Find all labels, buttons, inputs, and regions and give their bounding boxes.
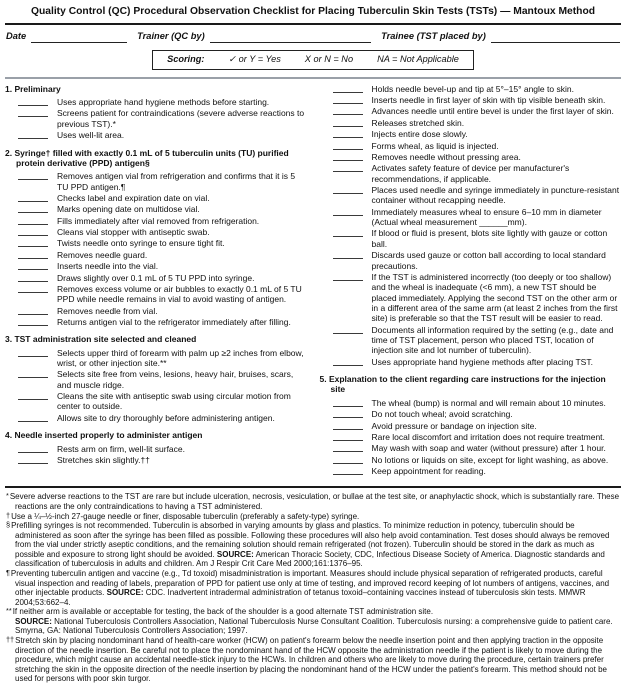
score-blank[interactable] <box>333 421 363 430</box>
source-text: National Tuberculosis Controllers Association, National Tuberculosis Nurse Consultant Coalition. Tuberculosis nursing: a comprehensive guide to patient care. Smyrna, GA: National Tuberculosis Controllers Association; 1997. <box>15 616 613 636</box>
source-text: American Thoracic Society, CDC, Infectious Disease Society of America. Diagnostic standards and classification of tuberculosis in adults and children. Am J Respir Crit Care Med 2000;161:1376–95. <box>15 549 605 569</box>
score-blank[interactable] <box>18 261 48 270</box>
date-blank[interactable] <box>31 31 127 43</box>
checklist-item <box>5 227 307 237</box>
checklist-item <box>320 84 622 94</box>
footnote-text: Prefilling syringes is not recommended. Tuberculin is absorbed in varying amounts by glass and plastics. To minimize reduction in potency, tuberculin should be administered as soon after the syringe has been filled as possible. Following these procedures will also help avoid contamination. Test doses should always be removed from the vial under strictly aseptic conditions, and the remaining solution should remain refrigerated (not frozen). Tuberculin should be stored in the dark as much as possible and exposure to strong light should be avoided. <box>11 521 610 559</box>
score-blank[interactable] <box>333 455 363 464</box>
checklist-item <box>320 141 622 151</box>
checklist-item-text: If the TST is administered incorrectly (too deeply or too shallow) and the wheal is inadequate (<6 mm), a new TST should be placed immediately. Applying the second TST on the other arm or in a different area of the same arm (at least 2 inches from the first site) is preferable so that the TST result will be easier to read. <box>371 271 618 324</box>
checklist-item-text: Activates safety feature of device per manufacturer's recommendations, if applicable. <box>371 163 570 184</box>
score-blank[interactable] <box>333 409 363 418</box>
checklist-item <box>5 369 307 390</box>
checklist-item-text: Removes excess volume or air bubbles to exactly 0.1 mL of 5 TU PPD while needle remains in vial to avoid wasting of antigen. <box>57 283 302 305</box>
section-heading: 1. Preliminary <box>5 83 61 94</box>
score-blank[interactable] <box>333 118 363 127</box>
checklist-item <box>5 348 307 369</box>
checklist-item <box>5 391 307 412</box>
footnote-text: Preventing tuberculin antigen and vaccine (e.g., Td toxoid) misadministration is important. Measures should include physical separation of refrigerated products, careful visual inspection and reading of labels, preparation of PPD for patient use only at time of testing, and improved record keeping of lot numbers of antigens, vaccines, and other injectable products. <box>10 568 610 598</box>
checklist-item <box>5 261 307 271</box>
score-blank[interactable] <box>18 238 48 247</box>
checklist-item-text: Marks opening date on multidose vial. <box>57 204 200 215</box>
checklist-item <box>5 130 307 140</box>
footnote-marker: † <box>6 510 11 520</box>
footnote-marker: ** <box>6 606 12 616</box>
footnote-marker: ¶ <box>6 567 10 577</box>
checklist-item-text: Advances needle until entire bevel is under the first layer of skin. <box>371 106 614 117</box>
checklist-item-text: Documents all information required by the setting (e.g., date and time of TST placement, person who placed TST, location of injection site and lot number of tuberculin). <box>371 324 614 356</box>
score-blank[interactable] <box>18 391 48 400</box>
score-blank[interactable] <box>18 273 48 282</box>
section-preliminary <box>5 84 307 141</box>
checklist-item-text: Selects site free from veins, lesions, heavy hair, bruises, scars, and muscle ridge. <box>57 369 294 390</box>
footnote-asterisk <box>6 492 620 511</box>
section-needle-insertion <box>5 430 307 465</box>
score-blank[interactable] <box>18 108 48 117</box>
score-blank[interactable] <box>333 398 363 407</box>
checklist-item <box>320 185 622 206</box>
score-blank[interactable] <box>333 432 363 441</box>
score-blank[interactable] <box>18 306 48 315</box>
header-fields-row <box>5 25 621 44</box>
source-label: SOURCE: <box>15 616 52 626</box>
checklist-item <box>5 108 307 129</box>
checklist-item <box>5 317 307 327</box>
score-blank[interactable] <box>18 227 48 236</box>
checklist-item-text: Discards used gauze or cotton ball according to local standard precautions. <box>371 250 606 271</box>
checklist-item-text: Selects upper third of forearm with palm up ≥2 inches from elbow, wrist, or other injection site.** <box>57 347 304 369</box>
checklist-item-text: Removes needle guard. <box>57 249 148 260</box>
checklist-item-text: Inserts needle in first layer of skin with tip visible beneath skin. <box>371 95 606 106</box>
footnote-marker: * <box>6 491 9 501</box>
source-text: CDC. Inadvertent intradermal administration of tetanus toxoid–containing vaccines instead of tuberculosis skin tests. MMWR 2004;53:662–4. <box>15 588 586 607</box>
checklist-item-text: Removes needle without pressing area. <box>371 151 521 162</box>
score-blank[interactable] <box>333 207 363 216</box>
checklist-item <box>320 163 622 184</box>
score-blank[interactable] <box>333 84 363 93</box>
score-blank[interactable] <box>18 216 48 225</box>
checklist-item-text: Do not touch wheal; avoid scratching. <box>371 409 513 420</box>
score-blank[interactable] <box>333 95 363 104</box>
checklist-item-text: Cleans vial stopper with antiseptic swab. <box>57 227 210 238</box>
score-blank[interactable] <box>333 228 363 237</box>
checklist-item <box>5 204 307 214</box>
checklist-item <box>5 455 307 465</box>
score-blank[interactable] <box>333 185 363 194</box>
trainer-blank[interactable] <box>210 31 371 43</box>
date-label: Date <box>6 31 27 42</box>
score-blank[interactable] <box>18 171 48 180</box>
footnotes <box>5 488 621 683</box>
score-blank[interactable] <box>333 106 363 115</box>
checklist-item <box>320 432 622 442</box>
checklist-item-text: No lotions or liquids on site, except for light washing, as above. <box>371 454 609 465</box>
checklist-item-text: Immediately measures wheal to ensure 6–10 mm in diameter (Actual wheal measurement ______mm). <box>371 206 602 228</box>
checklist-item <box>320 409 622 419</box>
checklist-column-left <box>5 84 307 484</box>
checklist-item-text: Fills immediately after vial removed from refrigeration. <box>57 215 260 226</box>
checklist-item <box>5 250 307 260</box>
checklist-item-text: Uses appropriate hand hygiene methods after placing TST. <box>371 356 593 367</box>
score-blank[interactable] <box>18 348 48 357</box>
checklist-item <box>320 325 622 356</box>
checklist-item <box>320 443 622 453</box>
checklist-item-text: Keep appointment for reading. <box>371 465 486 476</box>
footnote-marker: †† <box>6 634 15 644</box>
checklist-item-text: Returns antigen vial to the refrigerator immediately after filling. <box>57 316 291 327</box>
checklist-item-text: Draws slightly over 0.1 mL of 5 TU PPD into syringe. <box>57 272 255 283</box>
checklist-item-text: If blood or fluid is present, blots site lightly with gauze or cotton ball. <box>371 228 608 249</box>
footnote-marker: § <box>6 520 11 530</box>
checklist-item <box>320 152 622 162</box>
checklist-item-text: Forms wheal, as liquid is injected. <box>371 140 499 151</box>
score-blank[interactable] <box>333 443 363 452</box>
checklist-item <box>5 216 307 226</box>
checklist-item <box>320 95 622 105</box>
footnote-text: If neither arm is available or acceptable for testing, the back of the shoulder is a good alternate TST administration site. <box>12 607 434 617</box>
footnote-double-asterisk <box>6 607 620 636</box>
checklist-item-text: Releases stretched skin. <box>371 117 465 128</box>
score-blank[interactable] <box>18 413 48 422</box>
checklist-item <box>5 273 307 283</box>
scoring-label: Scoring: <box>167 53 205 64</box>
checklist-item <box>320 228 622 249</box>
checklist-item-text: Injects entire dose slowly. <box>371 129 468 140</box>
section-heading: 3. TST administration site selected and cleaned <box>5 334 197 345</box>
score-blank[interactable] <box>333 129 363 138</box>
checklist-item-text: Places used needle and syringe immediately in puncture-resistant container without recapping needle. <box>371 185 620 206</box>
section-heading: 5. Explanation to the client regarding care instructions for the injection site <box>319 374 606 395</box>
checklist-item-text: Screens patient for contraindications (severe adverse reactions to previous TST).* <box>57 108 305 129</box>
score-blank[interactable] <box>18 204 48 213</box>
trainer-label: Trainer (QC by) <box>137 31 205 42</box>
section-heading: 4. Needle inserted properly to administer antigen <box>5 430 203 441</box>
checklist-item-text: Uses well-lit area. <box>57 130 125 141</box>
checklist-item <box>320 421 622 431</box>
source-label: SOURCE: <box>216 549 254 559</box>
checklist-item <box>5 97 307 107</box>
score-blank[interactable] <box>18 130 48 139</box>
page-title: Quality Control (QC) Procedural Observation Checklist for Placing Tuberculin Skin Tests (TSTs) — Mantoux Method <box>30 6 596 17</box>
footnote-text: Severe adverse reactions to the TST are rare but include ulceration, necrosis, vesiculation, or bullae at the test site, or anaphylactic shock, which is substantially rare. These reactions are the only contraindications to having a TST administered. <box>9 492 620 512</box>
checklist-item <box>5 171 307 192</box>
checklist-item-text: Rare local discomfort and irritation does not require treatment. <box>371 431 605 442</box>
checklist-item-text: Allows site to dry thoroughly before administering antigen. <box>57 412 275 423</box>
checklist-item-text: Avoid pressure or bandage on injection site. <box>371 420 537 431</box>
score-blank[interactable] <box>333 163 363 172</box>
checklist-item <box>320 118 622 128</box>
score-blank[interactable] <box>18 455 48 464</box>
trainee-blank[interactable] <box>491 31 620 43</box>
checklist-item <box>5 284 307 305</box>
checklist-item <box>320 207 622 228</box>
checklist-item <box>5 306 307 316</box>
section-site-selection <box>5 334 307 423</box>
checklist-item <box>320 129 622 139</box>
score-blank[interactable] <box>18 369 48 378</box>
score-blank[interactable] <box>333 152 363 161</box>
checklist-item-text: Twists needle onto syringe to ensure tight fit. <box>57 238 225 249</box>
checklist-item <box>320 466 622 476</box>
checklist-item <box>5 444 307 454</box>
scoring-option-na: NA = Not Applicable <box>377 53 459 64</box>
section-client-explanation <box>320 374 622 476</box>
checklist-item <box>5 193 307 203</box>
footnote-text: Use a ¼–½-inch 27-gauge needle or finer, disposable tuberculin (preferably a safety-type) syringe. <box>11 511 360 521</box>
section-syringe <box>5 148 307 328</box>
checklist-item-text: May wash with soap and water (without pressure) after 1 hour. <box>371 443 606 454</box>
footnote-dagger <box>6 512 620 522</box>
trainee-label: Trainee (TST placed by) <box>381 31 486 42</box>
section-needle-insertion-continued <box>320 84 622 367</box>
score-blank[interactable] <box>333 272 363 281</box>
score-blank[interactable] <box>333 357 363 366</box>
checklist <box>5 79 621 484</box>
source-label: SOURCE: <box>106 588 144 598</box>
checklist-item-text: Stretches skin slightly.†† <box>57 454 150 465</box>
checklist-item <box>320 250 622 271</box>
score-blank[interactable] <box>18 250 48 259</box>
footnote-double-dagger <box>6 636 620 684</box>
checklist-item <box>320 398 622 408</box>
score-blank[interactable] <box>333 466 363 475</box>
score-blank[interactable] <box>18 97 48 106</box>
checklist-item-text: The wheal (bump) is normal and will remain about 10 minutes. <box>371 397 606 408</box>
score-blank[interactable] <box>18 317 48 326</box>
score-blank[interactable] <box>18 284 48 293</box>
checklist-item-text: Cleans the site with antiseptic swab using circular motion from center to outside. <box>57 391 291 412</box>
checklist-item <box>320 357 622 367</box>
checklist-column-right <box>320 84 622 484</box>
checklist-item-text: Uses appropriate hand hygiene methods before starting. <box>57 97 270 108</box>
scoring-box <box>152 50 474 70</box>
checklist-item <box>320 272 622 324</box>
checklist-item-text: Removes needle from vial. <box>57 305 158 316</box>
score-blank[interactable] <box>18 193 48 202</box>
checklist-item-text: Rests arm on firm, well-lit surface. <box>57 443 185 454</box>
checklist-item <box>5 238 307 248</box>
checklist-item-text: Checks label and expiration date on vial. <box>57 193 210 203</box>
checklist-item-text: Inserts needle into the vial. <box>57 261 159 272</box>
checklist-item <box>5 413 307 423</box>
footnote-source <box>15 617 620 636</box>
checklist-item <box>320 455 622 465</box>
score-blank[interactable] <box>18 444 48 453</box>
section-heading: 2. Syringe† filled with exactly 0.1 mL of 5 tuberculin units (TU) purified protein derivative (PPD) antigen§ <box>5 147 289 168</box>
checklist-item-text: Holds needle bevel-up and tip at 5°–15° angle to skin. <box>371 83 574 94</box>
checklist-item <box>320 106 622 116</box>
score-blank[interactable] <box>333 325 363 334</box>
footnote-pilcrow <box>6 569 620 607</box>
footnote-text: Stretch skin by placing nondominant hand of health-care worker (HCW) on patient's forearm below the needle insertion point and then applying traction in the opposite direction of the needle insertion. Be careful not to place the nondominant hand of the HCW opposite the administration needle if the patient is likely to move during the procedure, which might cause an accidental needle-stick injury to the HCWs. In children and others who are likely to move during the procedure, certain trainers prefer stretching the skin in the opposite direction of the needle insertion by placing the nondominant hand of the HCW under the patient's forearm. This method should not be used for persons with poor skin turgor. <box>15 635 607 684</box>
score-blank[interactable] <box>333 250 363 259</box>
footnote-section-symbol <box>6 521 620 569</box>
checklist-item-text: Removes antigen vial from refrigeration and confirms that it is 5 TU PPD antigen.¶ <box>57 171 296 192</box>
scoring-option-no: X or N = No <box>304 53 354 64</box>
score-blank[interactable] <box>333 141 363 150</box>
scoring-option-yes: ✓ or Y = Yes <box>228 53 281 64</box>
scoring-bar <box>5 44 621 77</box>
